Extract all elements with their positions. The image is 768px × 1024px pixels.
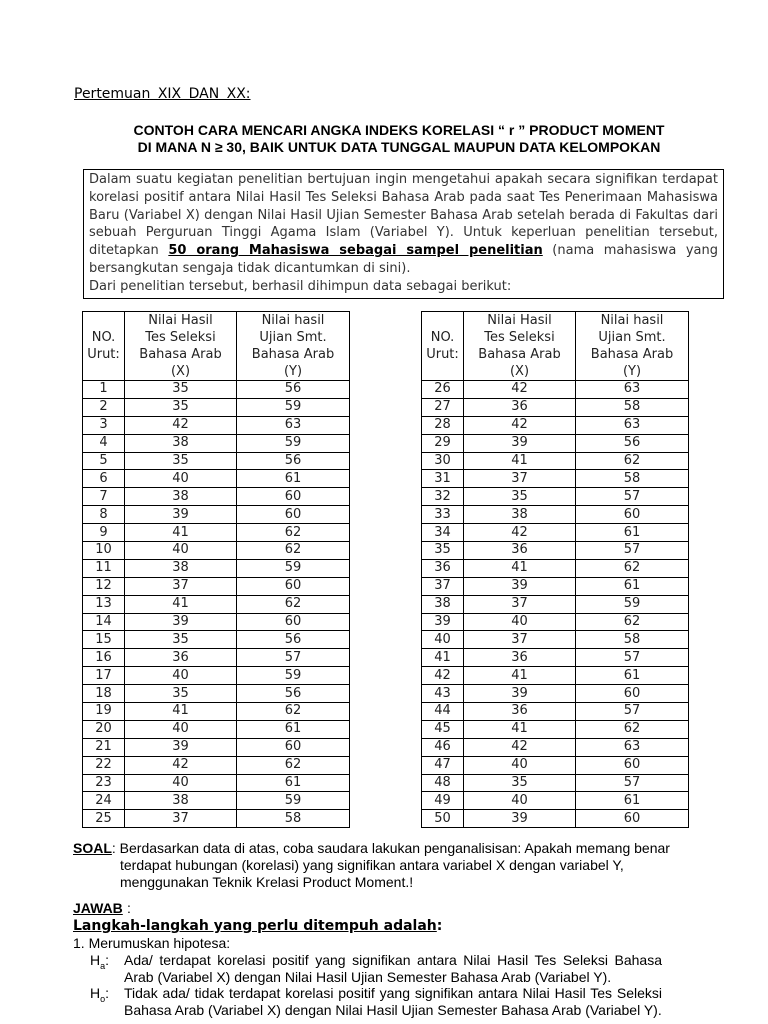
cell-x: 42: [464, 381, 576, 399]
cell-no: 16: [83, 649, 125, 667]
cell-x: 35: [125, 381, 237, 399]
cell-y: 57: [576, 649, 689, 667]
cell-x: 42: [125, 416, 237, 434]
table-row: [422, 667, 689, 685]
cell-no: 27: [422, 398, 464, 416]
cell-no: 47: [422, 756, 464, 774]
cell-y: 63: [576, 738, 689, 756]
cell-x: 41: [464, 720, 576, 738]
table-row: [422, 703, 689, 721]
table-row: [422, 613, 689, 631]
cell-no: 14: [83, 613, 125, 631]
ha-symbol: $H_a$:: [90, 952, 110, 971]
table-row: [422, 577, 689, 595]
cell-x: 40: [464, 792, 576, 810]
intro-highlight: 50 orang Mahasiswa sebagai sampel penelitian: [168, 243, 543, 259]
cell-x: 41: [125, 524, 237, 542]
cell-x: 35: [125, 452, 237, 470]
table-row: [83, 416, 350, 434]
cell-x: 39: [464, 577, 576, 595]
cell-no: 10: [83, 542, 125, 560]
cell-no: 3: [83, 416, 125, 434]
cell-x: 37: [464, 595, 576, 613]
hypothesis-ho: [90, 985, 662, 1018]
cell-y: 59: [576, 595, 689, 613]
soal-line-3: menggunakan Teknik Krelasi Product Moment.!: [120, 874, 414, 890]
table-row: [83, 488, 350, 506]
cell-x: 35: [125, 398, 237, 416]
table-row: [422, 685, 689, 703]
cell-y: 61: [237, 720, 350, 738]
table-row: [422, 756, 689, 774]
cell-y: 59: [237, 434, 350, 452]
cell-no: 20: [83, 720, 125, 738]
cell-x: 39: [464, 434, 576, 452]
cell-no: 36: [422, 559, 464, 577]
cell-x: 36: [464, 542, 576, 560]
table-row: [422, 810, 689, 828]
table-row: [422, 506, 689, 524]
cell-no: 46: [422, 738, 464, 756]
cell-no: 24: [83, 792, 125, 810]
table-row: [83, 810, 350, 828]
table-row: [83, 398, 350, 416]
table-row: [83, 381, 350, 399]
cell-y: 61: [576, 667, 689, 685]
cell-x: 41: [464, 452, 576, 470]
table-row: [83, 774, 350, 792]
table-row: [422, 649, 689, 667]
soal-line-2: terdapat hubungan (korelasi) yang signifikan antara variabel X dengan variabel Y,: [120, 857, 624, 873]
cell-no: 2: [83, 398, 125, 416]
cell-y: 63: [576, 381, 689, 399]
cell-x: 35: [125, 685, 237, 703]
cell-no: 6: [83, 470, 125, 488]
cell-x: 35: [464, 774, 576, 792]
table-row: [422, 774, 689, 792]
cell-no: 4: [83, 434, 125, 452]
cell-y: 59: [237, 792, 350, 810]
cell-y: 58: [576, 470, 689, 488]
cell-y: 61: [237, 470, 350, 488]
cell-no: 50: [422, 810, 464, 828]
cell-no: 33: [422, 506, 464, 524]
cell-y: 59: [237, 667, 350, 685]
cell-y: 60: [237, 613, 350, 631]
table-body-right: [422, 381, 689, 828]
table-row: [83, 667, 350, 685]
cell-no: 17: [83, 667, 125, 685]
cell-y: 58: [576, 631, 689, 649]
cell-y: 56: [237, 685, 350, 703]
cell-y: 60: [576, 506, 689, 524]
cell-x: 42: [125, 756, 237, 774]
cell-y: 56: [576, 434, 689, 452]
intro-text-c: Dari penelitian tersebut, berhasil dihimpun data sebagai berikut:: [89, 278, 512, 294]
cell-x: 41: [464, 559, 576, 577]
table-row: [83, 703, 350, 721]
cell-y: 57: [576, 774, 689, 792]
table-row: [422, 595, 689, 613]
cell-x: 40: [464, 756, 576, 774]
cell-no: 30: [422, 452, 464, 470]
cell-x: 36: [464, 398, 576, 416]
intro-text-b: (nama mahasiswa yang bersangkutan sengaja tidak dicantumkan di sini).: [89, 243, 719, 276]
cell-no: 34: [422, 524, 464, 542]
cell-x: 37: [125, 810, 237, 828]
cell-y: 56: [237, 452, 350, 470]
cell-y: 60: [576, 685, 689, 703]
cell-x: 39: [125, 613, 237, 631]
jawab-colon: :: [127, 900, 131, 916]
cell-y: 61: [576, 792, 689, 810]
intro-text-a: Dalam suatu kegiatan penelitian bertujuan ingin mengetahui apakah secara signifikan terdapat korelasi positif antara Nilai Hasil Tes Seleksi Bahasa Arab pada saat Tes Penerimaan Mahasiswa Baru (Variabel X) dengan Nilai Hasil Ujian Semester Bahasa Arab setelah berada di Fakultas dari sebuah Perguruan Tinggi Agama Islam (Variabel Y). Untuk keperluan penelitian tersebut, ditetapkan: [89, 172, 718, 259]
table-row: [83, 720, 350, 738]
cell-y: 62: [576, 720, 689, 738]
cell-y: 59: [237, 398, 350, 416]
header-no: NO. Urut:: [83, 312, 125, 381]
table-row: [83, 613, 350, 631]
cell-no: 12: [83, 577, 125, 595]
cell-y: 60: [576, 810, 689, 828]
cell-y: 60: [237, 488, 350, 506]
cell-y: 62: [576, 452, 689, 470]
cell-y: 58: [237, 810, 350, 828]
cell-no: 1: [83, 381, 125, 399]
cell-no: 25: [83, 810, 125, 828]
cell-x: 36: [464, 703, 576, 721]
cell-no: 26: [422, 381, 464, 399]
soal-label: SOAL: [73, 840, 112, 856]
cell-no: 38: [422, 595, 464, 613]
table-row: [422, 381, 689, 399]
cell-y: 63: [237, 416, 350, 434]
ho-text: Tidak ada/ tidak terdapat korelasi positif yang signifikan antara Nilai Hasil Tes Seleksi Bahasa Arab (Variabel X) dengan Nilai Hasil Ujian Semester Bahasa Arab (Variabel Y).: [124, 985, 662, 1018]
cell-no: 19: [83, 703, 125, 721]
table-row: [83, 595, 350, 613]
cell-no: 45: [422, 720, 464, 738]
cell-no: 9: [83, 524, 125, 542]
table-row: [83, 738, 350, 756]
cell-y: 57: [237, 649, 350, 667]
table-header-row: [83, 312, 350, 381]
cell-y: 56: [237, 631, 350, 649]
cell-y: 59: [237, 559, 350, 577]
cell-no: 28: [422, 416, 464, 434]
soal-section: [73, 840, 713, 891]
cell-no: 44: [422, 703, 464, 721]
cell-no: 35: [422, 542, 464, 560]
cell-x: 40: [125, 720, 237, 738]
cell-y: 62: [237, 703, 350, 721]
cell-x: 41: [464, 667, 576, 685]
soal-line-1: : Berdasarkan data di atas, coba saudara lakukan penganalisisan: Apakah memang benar: [111, 840, 670, 856]
table-row: [422, 720, 689, 738]
table-header-row: [422, 312, 689, 381]
table-row: [422, 738, 689, 756]
table-row: [422, 416, 689, 434]
langkah-heading: Langkah-langkah yang perlu ditempuh adalah:: [73, 918, 443, 934]
table-row: [83, 506, 350, 524]
cell-x: 39: [464, 810, 576, 828]
hypothesis-ha: [90, 952, 662, 985]
table-row: [83, 649, 350, 667]
cell-y: 60: [237, 738, 350, 756]
jawab-heading: JAWAB: [73, 900, 123, 916]
table-row: [422, 524, 689, 542]
cell-no: 41: [422, 649, 464, 667]
cell-x: 42: [464, 416, 576, 434]
cell-x: 40: [125, 470, 237, 488]
cell-no: 43: [422, 685, 464, 703]
cell-x: 39: [125, 506, 237, 524]
table-row: [422, 398, 689, 416]
cell-x: 38: [125, 434, 237, 452]
cell-no: 13: [83, 595, 125, 613]
cell-x: 37: [125, 577, 237, 595]
cell-no: 23: [83, 774, 125, 792]
cell-no: 48: [422, 774, 464, 792]
heading-line-1: CONTOH CARA MENCARI ANGKA INDEKS KORELASI “ r ” PRODUCT MOMENT: [133, 122, 665, 138]
table-row: [83, 756, 350, 774]
table-row: [422, 488, 689, 506]
table-row: [422, 452, 689, 470]
cell-x: 40: [125, 667, 237, 685]
cell-no: 37: [422, 577, 464, 595]
cell-no: 49: [422, 792, 464, 810]
cell-x: 37: [464, 631, 576, 649]
cell-y: 62: [237, 542, 350, 560]
cell-x: 37: [464, 470, 576, 488]
table-row: [83, 559, 350, 577]
table-row: [83, 434, 350, 452]
intro-box: [83, 169, 724, 299]
cell-y: 60: [576, 756, 689, 774]
cell-x: 42: [464, 524, 576, 542]
header-x: Nilai Hasil Tes Seleksi Bahasa Arab (X): [464, 312, 576, 381]
cell-x: 36: [125, 649, 237, 667]
header-no: NO. Urut:: [422, 312, 464, 381]
cell-x: 35: [125, 631, 237, 649]
cell-y: 60: [237, 506, 350, 524]
table-row: [83, 470, 350, 488]
cell-x: 40: [464, 613, 576, 631]
cell-no: 15: [83, 631, 125, 649]
cell-y: 62: [576, 559, 689, 577]
table-row: [83, 542, 350, 560]
ho-symbol: $H_o$:: [90, 985, 110, 1004]
cell-x: 41: [125, 703, 237, 721]
table-row: [422, 470, 689, 488]
table-row: [422, 631, 689, 649]
ha-text: Ada/ terdapat korelasi positif yang signifikan antara Nilai Hasil Tes Seleksi Bahasa Arab (Variabel X) dengan Nilai Hasil Ujian Semester Bahasa Arab (Variabel Y).: [124, 952, 662, 985]
cell-y: 61: [576, 577, 689, 595]
cell-x: 39: [125, 738, 237, 756]
table-row: [422, 434, 689, 452]
table-row: [83, 792, 350, 810]
cell-x: 36: [464, 649, 576, 667]
cell-no: 32: [422, 488, 464, 506]
cell-y: 62: [237, 595, 350, 613]
cell-y: 60: [237, 577, 350, 595]
cell-no: 39: [422, 613, 464, 631]
table-row: [422, 542, 689, 560]
cell-y: 63: [576, 416, 689, 434]
cell-x: 39: [464, 685, 576, 703]
heading-line-2: DI MANA N ≥ 30, BAIK UNTUK DATA TUNGGAL MAUPUN DATA KELOMPOKAN: [137, 139, 661, 155]
table-body-left: [83, 381, 350, 828]
cell-y: 61: [237, 774, 350, 792]
page-title: Pertemuan XIX DAN XX:: [74, 86, 251, 102]
data-table-left: [82, 311, 350, 828]
cell-no: 42: [422, 667, 464, 685]
cell-x: 41: [125, 595, 237, 613]
cell-no: 22: [83, 756, 125, 774]
cell-no: 18: [83, 685, 125, 703]
cell-x: 38: [464, 506, 576, 524]
table-row: [83, 685, 350, 703]
table-row: [422, 559, 689, 577]
cell-no: 40: [422, 631, 464, 649]
header-x: Nilai Hasil Tes Seleksi Bahasa Arab (X): [125, 312, 237, 381]
cell-x: 40: [125, 774, 237, 792]
cell-x: 40: [125, 542, 237, 560]
cell-no: 8: [83, 506, 125, 524]
table-row: [83, 452, 350, 470]
cell-no: 21: [83, 738, 125, 756]
cell-x: 42: [464, 738, 576, 756]
cell-y: 56: [237, 381, 350, 399]
cell-no: 11: [83, 559, 125, 577]
cell-y: 62: [237, 524, 350, 542]
table-row: [83, 577, 350, 595]
cell-no: 31: [422, 470, 464, 488]
header-y: Nilai hasil Ujian Smt. Bahasa Arab (Y): [576, 312, 689, 381]
step-1: 1. Merumuskan hipotesa:: [73, 935, 231, 951]
cell-x: 38: [125, 792, 237, 810]
cell-y: 61: [576, 524, 689, 542]
cell-y: 57: [576, 542, 689, 560]
table-row: [83, 524, 350, 542]
cell-y: 62: [237, 756, 350, 774]
cell-x: 38: [125, 488, 237, 506]
cell-y: 62: [576, 613, 689, 631]
table-row: [422, 792, 689, 810]
cell-x: 35: [464, 488, 576, 506]
cell-y: 58: [576, 398, 689, 416]
header-y: Nilai hasil Ujian Smt. Bahasa Arab (Y): [237, 312, 350, 381]
cell-no: 29: [422, 434, 464, 452]
cell-y: 57: [576, 703, 689, 721]
cell-no: 5: [83, 452, 125, 470]
cell-y: 57: [576, 488, 689, 506]
cell-x: 38: [125, 559, 237, 577]
data-table-right: [421, 311, 689, 828]
table-row: [83, 631, 350, 649]
cell-no: 7: [83, 488, 125, 506]
